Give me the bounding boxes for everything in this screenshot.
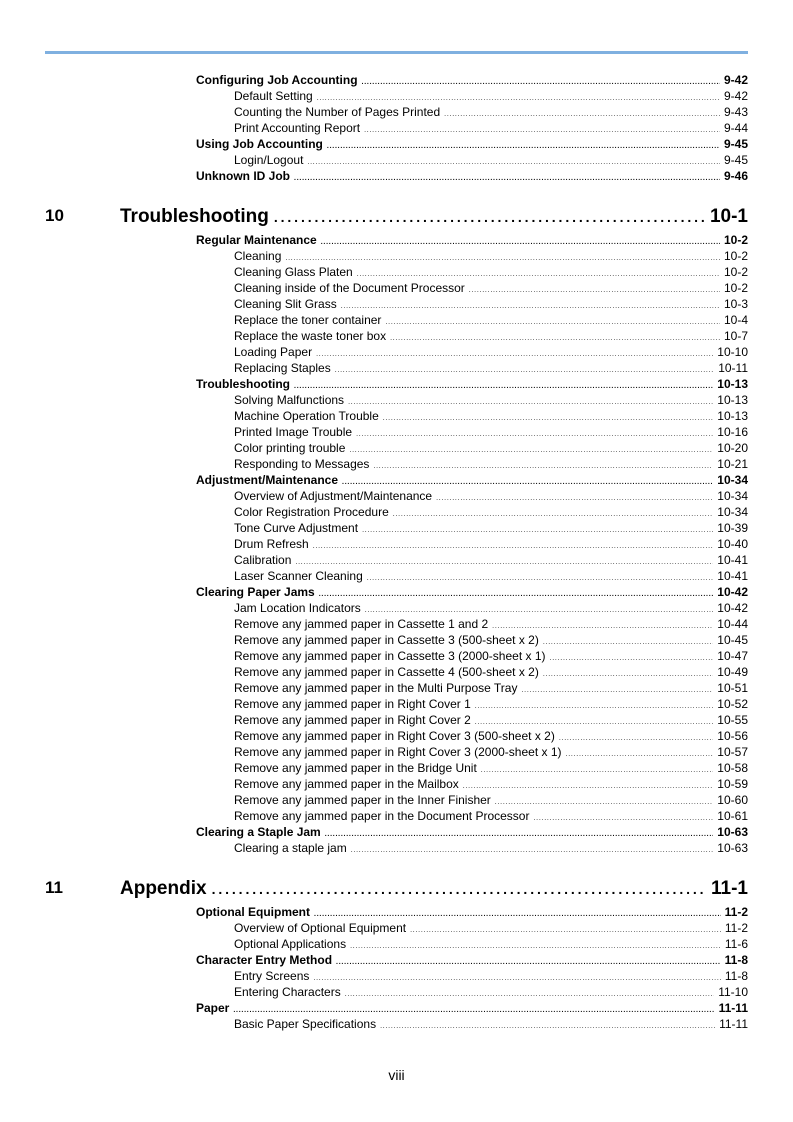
toc-entry-label: Regular Maintenance (196, 233, 317, 247)
toc-entry-page: 10-13 (717, 377, 748, 391)
toc-entry-label: Solving Malfunctions (234, 393, 345, 407)
toc-entry-page: 10-41 (717, 553, 748, 567)
toc-entry-page: 10-60 (717, 793, 748, 807)
toc-entry-page: 10-63 (717, 825, 748, 839)
toc-entry-label: Overview of Optional Equipment (234, 921, 407, 935)
toc-entry-page: 9-42 (723, 89, 748, 103)
chapter-heading-10[interactable] (45, 206, 748, 230)
toc-entry-page: 10-47 (717, 649, 748, 663)
toc-entry-label: Remove any jammed paper in Cassette 4 (500-sheet x 2) (234, 665, 539, 679)
toc-entry-label: Basic Paper Specifications (234, 1017, 377, 1031)
toc-entry-label: Laser Scanner Cleaning (234, 569, 363, 583)
toc-entry-label: Entry Screens (234, 969, 310, 983)
toc-entry-label: Remove any jammed paper in Right Cover 3 (2000-sheet x 1) (234, 745, 562, 759)
toc-entry-page: 10-13 (717, 409, 748, 423)
toc-entry-label: Cleaning inside of the Document Processor (234, 281, 465, 295)
toc-entry-label: Color Registration Procedure (234, 505, 389, 519)
toc-entry-label: Default Setting (234, 89, 313, 103)
toc-entry-page: 10-58 (717, 761, 748, 775)
toc-entry-page: 9-43 (723, 105, 748, 119)
toc-entry-page: 10-49 (717, 665, 748, 679)
toc-entry-page: 10-3 (723, 297, 748, 311)
toc-entry-page: 10-55 (717, 713, 748, 727)
toc-entry-label: Counting the Number of Pages Printed (234, 105, 441, 119)
toc-entry-page: 11-11 (719, 1017, 748, 1031)
chapter-number: 10 (45, 206, 64, 225)
toc-entry-label: Responding to Messages (234, 457, 370, 471)
toc-entry-label: Color printing trouble (234, 441, 346, 455)
chapter-heading-11[interactable] (45, 878, 748, 902)
toc-entry-page: 9-46 (723, 169, 748, 183)
toc-entry-page: 9-44 (723, 121, 748, 135)
toc-entry-label: Configuring Job Accounting (196, 73, 358, 87)
dot-leader (294, 171, 720, 187)
toc-entry-page: 10-2 (723, 281, 748, 295)
toc-entry-page: 10-10 (717, 345, 748, 359)
toc-entry-page: 10-4 (723, 313, 748, 327)
toc-entry-page: 10-56 (717, 729, 748, 743)
toc-entry-page: 10-44 (717, 617, 748, 631)
toc-entry-label: Replace the waste toner box (234, 329, 387, 343)
toc-entry-label: Printed Image Trouble (234, 425, 353, 439)
toc-entry-label: Remove any jammed paper in Cassette 3 (2000-sheet x 1) (234, 649, 546, 663)
toc-entry-page: 10-45 (717, 633, 748, 647)
toc-entry-page: 10-59 (717, 777, 748, 791)
toc-entry-page: 10-34 (717, 473, 748, 487)
toc-entry-page: 10-21 (717, 457, 748, 471)
toc-entry-label: Remove any jammed paper in the Mailbox (234, 777, 459, 791)
toc-entry-label: Remove any jammed paper in Cassette 3 (500-sheet x 2) (234, 633, 539, 647)
toc-entry-page: 11-6 (724, 937, 748, 951)
toc-entry-label: Calibration (234, 553, 292, 567)
toc-entry-label: Print Accounting Report (234, 121, 361, 135)
toc-entry-page: 11-8 (724, 953, 748, 967)
toc-entry-page: 10-40 (717, 537, 748, 551)
toc-entry-label: Clearing a staple jam (234, 841, 347, 855)
chapter-page: 11-1 (711, 878, 748, 899)
toc-entry-page: 10-34 (717, 489, 748, 503)
toc-subsection-entry[interactable] (234, 840, 748, 859)
toc-entry-page: 10-51 (717, 681, 748, 695)
toc-entry-label: Clearing a Staple Jam (196, 825, 321, 839)
toc-entry-label: Optional Equipment (196, 905, 310, 919)
toc-entry-label: Remove any jammed paper in Right Cover 1 (234, 697, 471, 711)
toc-entry-page: 11-2 (724, 905, 748, 919)
toc-entry-label: Loading Paper (234, 345, 313, 359)
toc-entry-label: Clearing Paper Jams (196, 585, 315, 599)
toc-entry-label: Unknown ID Job (196, 169, 290, 183)
toc-entry-page: 10-42 (717, 585, 748, 599)
toc-entry-label: Remove any jammed paper in Right Cover 2 (234, 713, 471, 727)
toc-entry-label: Overview of Adjustment/Maintenance (234, 489, 433, 503)
toc-entry-label: Replace the toner container (234, 313, 382, 327)
toc-entry-label: Replacing Staples (234, 361, 331, 375)
toc-entry-page: 10-7 (723, 329, 748, 343)
toc-entry-page: 10-13 (717, 393, 748, 407)
toc-entry-page: 10-63 (717, 841, 748, 855)
toc-entry-label: Drum Refresh (234, 537, 309, 551)
toc-entry-page: 9-45 (723, 153, 748, 167)
toc-entry-page: 11-8 (724, 969, 748, 983)
toc-entry-label: Remove any jammed paper in the Document Processor (234, 809, 530, 823)
toc-entry-page: 9-45 (723, 137, 748, 151)
toc-entry-label: Optional Applications (234, 937, 347, 951)
toc-entry-page: 10-11 (718, 361, 748, 375)
toc-entry-label: Remove any jammed paper in Cassette 1 and 2 (234, 617, 489, 631)
toc-entry-page: 9-42 (723, 73, 748, 87)
chapter-page: 10-1 (709, 206, 748, 227)
toc-entry-page: 10-57 (717, 745, 748, 759)
toc-entry-page: 10-2 (723, 265, 748, 279)
toc-entry-page: 10-2 (723, 233, 748, 247)
dot-leader (351, 843, 714, 859)
toc-entry-label: Cleaning (234, 249, 282, 263)
toc-entry-page: 11-10 (718, 985, 748, 999)
toc-entry-page: 10-34 (717, 505, 748, 519)
toc-entry-page: 10-61 (717, 809, 748, 823)
toc-entry-label: Remove any jammed paper in the Bridge Unit (234, 761, 477, 775)
toc-entry-label: Login/Logout (234, 153, 304, 167)
toc-entry-label: Paper (196, 1001, 230, 1015)
toc-entry-label: Jam Location Indicators (234, 601, 361, 615)
toc-entry-label: Entering Characters (234, 985, 341, 999)
toc-entry-label: Cleaning Glass Platen (234, 265, 353, 279)
toc-subsection-entry[interactable] (234, 1016, 748, 1035)
toc-section-entry[interactable] (196, 168, 748, 187)
toc-entry-page: 10-39 (717, 521, 748, 535)
toc-entry-label: Tone Curve Adjustment (234, 521, 359, 535)
toc-entry-label: Remove any jammed paper in the Multi Purpose Tray (234, 681, 518, 695)
toc-entry-label: Remove any jammed paper in the Inner Finisher (234, 793, 491, 807)
toc-entry-page: 10-16 (717, 425, 748, 439)
toc-entry-label: Using Job Accounting (196, 137, 323, 151)
chapter-number: 11 (45, 878, 63, 897)
toc-entry-page: 11-11 (718, 1001, 748, 1015)
toc-entry-page: 10-42 (717, 601, 748, 615)
toc-entry-label: Machine Operation Trouble (234, 409, 379, 423)
toc-entry-label: Character Entry Method (196, 953, 333, 967)
dot-leader (274, 209, 705, 225)
dot-leader (212, 881, 706, 897)
toc-entry-page: 10-2 (723, 249, 748, 263)
toc-entry-label: Remove any jammed paper in Right Cover 3 (500-sheet x 2) (234, 729, 555, 743)
toc-entry-page: 10-20 (717, 441, 748, 455)
toc-entry-label: Adjustment/Maintenance (196, 473, 339, 487)
page-number: viii (388, 1067, 405, 1083)
toc-entry-label: Cleaning Slit Grass (234, 297, 337, 311)
toc-entry-page: 11-2 (724, 921, 748, 935)
toc-entry-page: 10-41 (717, 569, 748, 583)
toc-entry-label: Troubleshooting (196, 377, 290, 391)
chapter-title: Troubleshooting (120, 206, 269, 227)
dot-leader (380, 1019, 715, 1035)
toc-entry-page: 10-52 (717, 697, 748, 711)
header-rule (45, 51, 748, 54)
chapter-title: Appendix (120, 878, 207, 899)
